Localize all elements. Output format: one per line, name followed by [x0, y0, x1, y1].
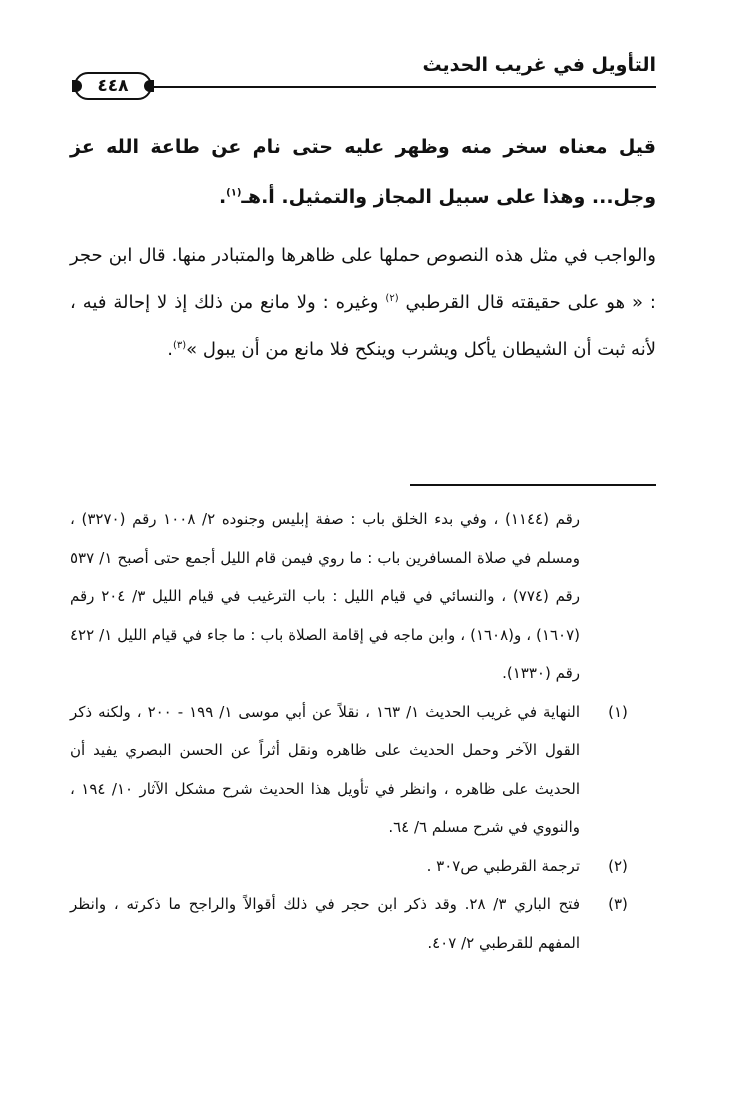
- page-number-badge: [74, 72, 152, 100]
- main-text: [70, 122, 656, 373]
- footnote-ref-3: (٣): [172, 340, 187, 351]
- paragraph-2-end: .: [167, 339, 173, 360]
- badge-ornament-right: [144, 80, 154, 92]
- footnote-3-text: فتح الباري ٣/ ٢٨. وقد ذكر ابن حجر في ذلك أقوالاً والراجح ما ذكرته ، وانظر المفهم للقرطبي ٢/ ٤٠٧.: [70, 895, 581, 952]
- footnote-2-text: ترجمة القرطبي ص٣٠٧ .: [426, 856, 580, 875]
- paragraph-2: [70, 232, 656, 373]
- running-title: التأويل في غريب الحديث: [422, 54, 656, 76]
- footnote-3-number: (٣): [608, 895, 628, 913]
- footnote-1-text: النهاية في غريب الحديث ١/ ١٦٣ ، نقلاً عن أبي موسى ١/ ١٩٩ - ٢٠٠ ، ولكنه ذكر القول الآخر وحمل الحديث على ظاهره ونقل أثراً عن الحسن البصري يفيد أن الحديث على ظاهره ، وانظر في تأويل هذا الحديث شرح مشكل الآثار ١٠/ ١٩٤ ، والنووي في شرح مسلم ٦/ ٦٤.: [70, 702, 581, 836]
- footnote-continuation: رقم (١١٤٤) ، وفي بدء الخلق باب : صفة إبليس وجنوده ٢/ ١٠٠٨ رقم (٣٢٧٠) ، ومسلم في صلاة المسافرين باب : ما روي فيمن قام الليل أجمع حتى أصبح ١/ ٥٣٧ رقم (٧٧٤) ، والنسائي في قيام الليل : باب الترغيب في قيام الليل ٣/ ٢٠٤ رقم (١٦٠٧) ، و(١٦٠٨) ، وابن ماجه في إقامة الصلاة باب : ما جاء في قيام الليل ١/ ٤٢٢ رقم (١٣٣٠).: [70, 510, 580, 682]
- footnote-2: [70, 847, 656, 886]
- paragraph-1-tail: .: [218, 186, 227, 208]
- footnote-separator: [410, 484, 656, 486]
- paragraph-2-text: والواجب في مثل هذه النصوص حملها على ظاهرها والمتبادر منها. قال ابن حجر : « هو على حقيقته قال القرطبي: [70, 245, 656, 313]
- page-header: [70, 50, 656, 102]
- footnote-ref-2: (٢): [385, 293, 399, 304]
- footnote-2-number: (٢): [608, 856, 628, 875]
- page-number: ٤٤٨: [97, 76, 129, 96]
- footnote-ref-1: (١): [226, 187, 242, 199]
- header-rule: [154, 86, 656, 88]
- footnote-1: [70, 693, 656, 847]
- footnote-1-number: (١): [608, 702, 628, 721]
- badge-ornament-left: [72, 80, 82, 92]
- footnote-3: [70, 885, 656, 962]
- footnotes: [70, 500, 656, 962]
- paragraph-1: [70, 122, 656, 222]
- paragraph-2-tail: وغيره : ولا مانع من ذلك إذ لا إحالة فيه ، لأنه ثبت أن الشيطان يأكل ويشرب وينكح فلا مانع من أن يبول »: [70, 292, 656, 360]
- paragraph-1-text: قيل معناه سخر منه وظهر عليه حتى نام عن طاعة الله عز وجل... وهذا على سبيل المجاز والتمثيل. أ.هـ: [70, 136, 656, 208]
